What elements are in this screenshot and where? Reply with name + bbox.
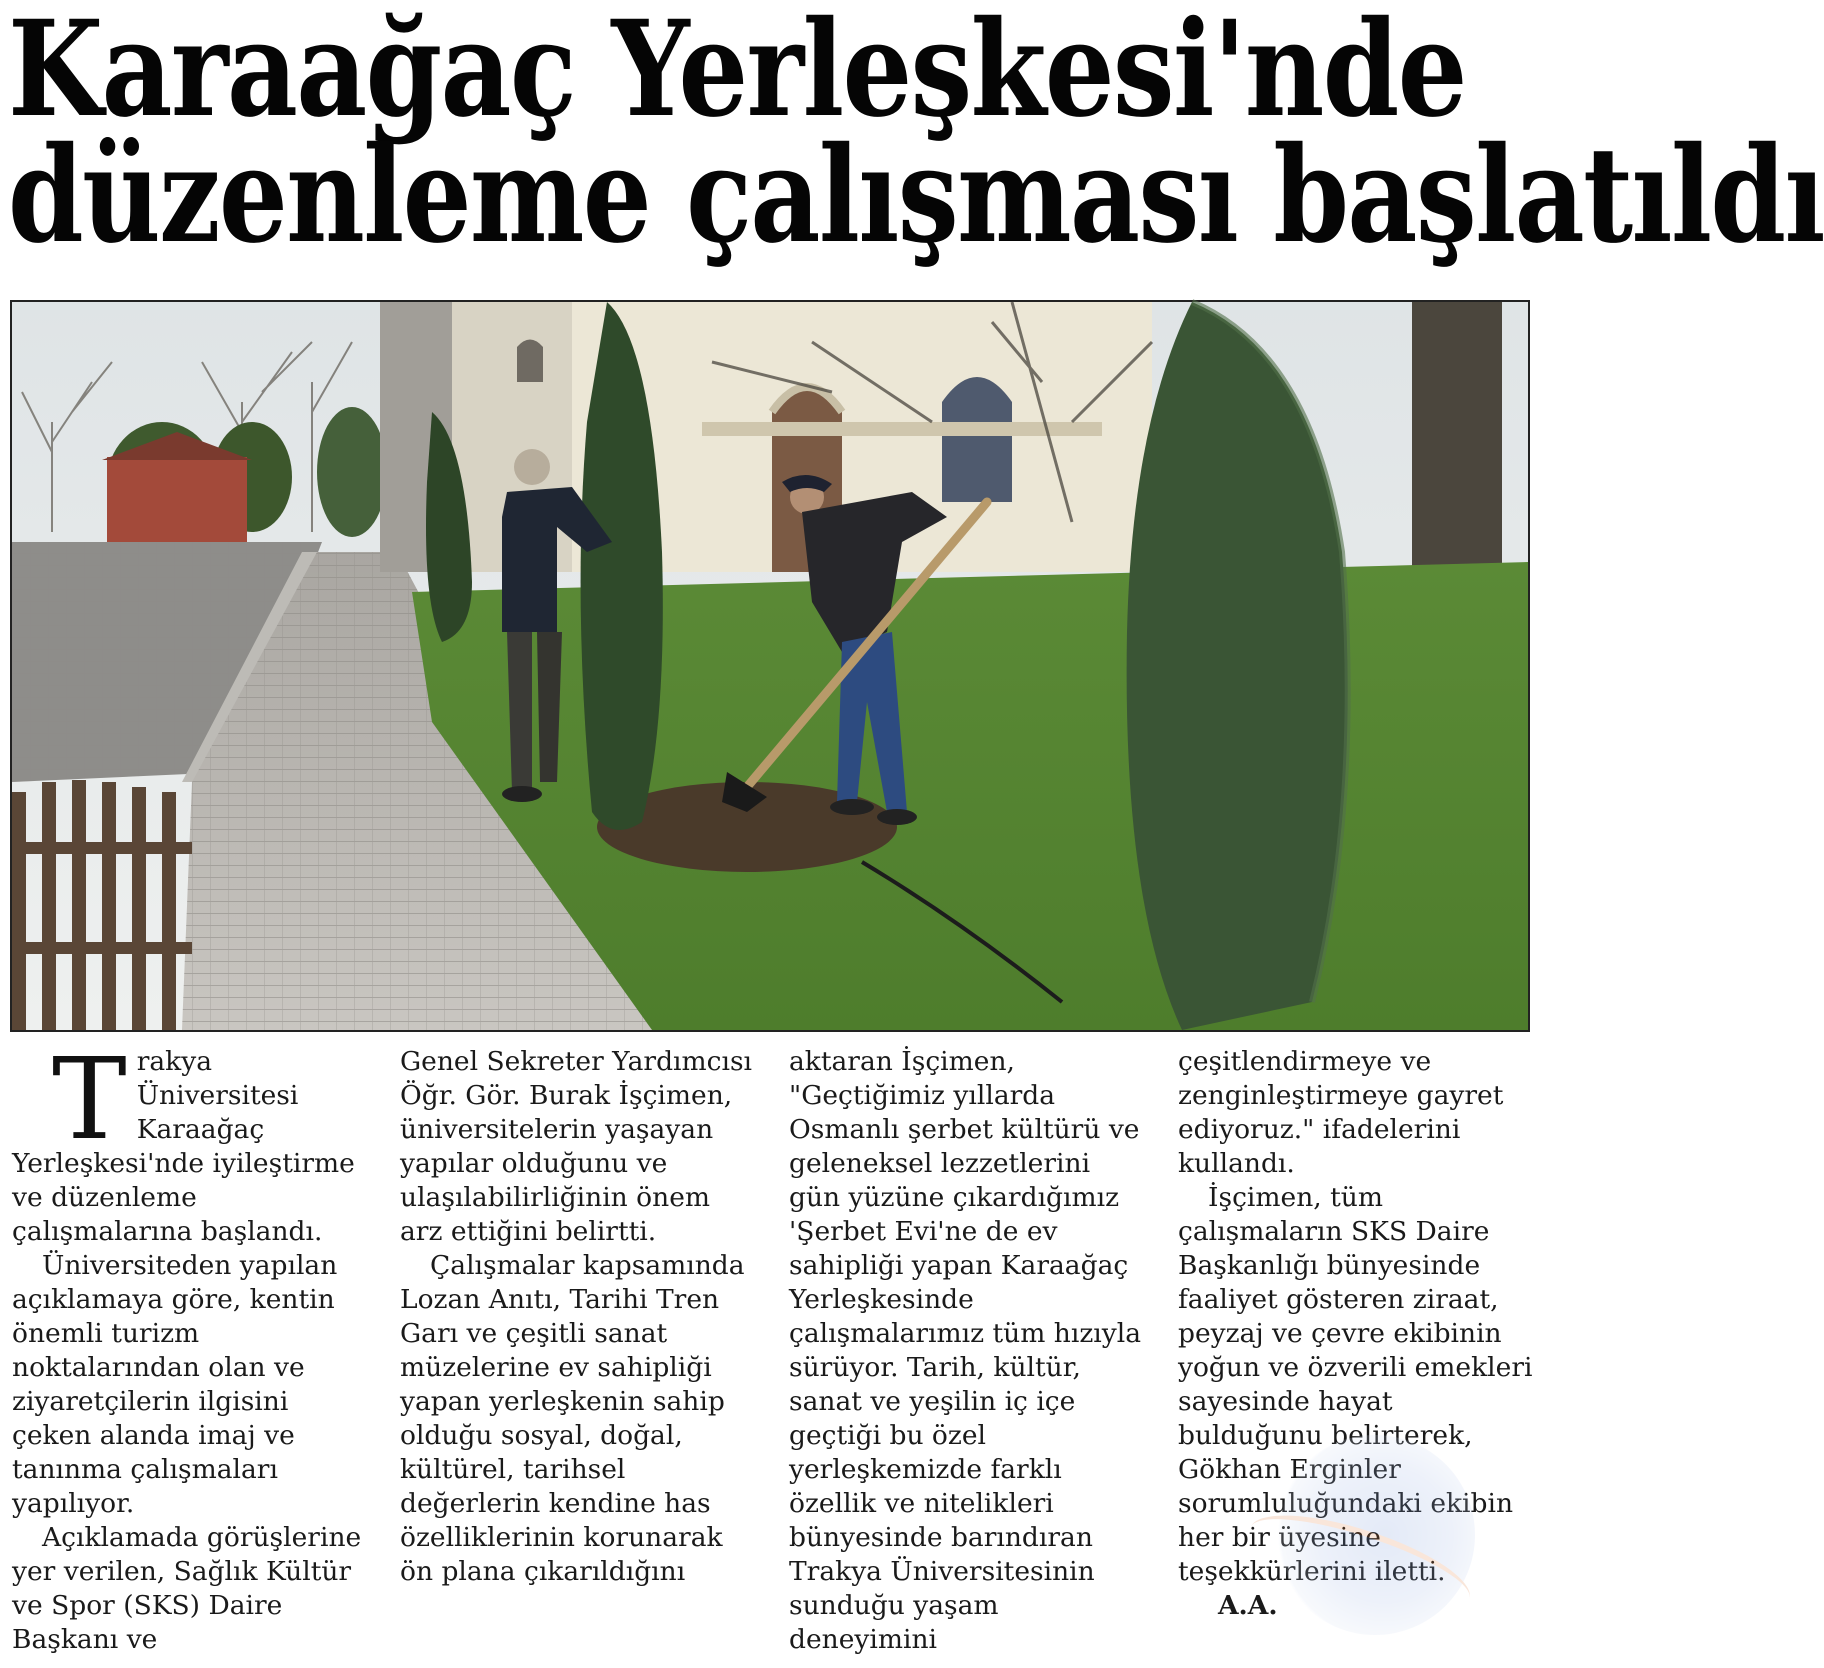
campus-tree-planting-photo-icon <box>12 302 1528 1030</box>
headline-line-1: Karaağaç Yerleşkesi'nde <box>8 0 1466 147</box>
headline-line-2: düzenleme çalışması başlatıldı <box>8 118 1824 273</box>
article-column-1 <box>12 1035 372 1657</box>
article-paragraph: aktaran İşçimen, "Geçtiğimiz yıllarda Osmanlı şerbet kültürü ve geleneksel lezzetlerini gün yüzüne çıkardığımız 'Şerbet Evi'ne de ev sahipliği yapan Karaağaç Yerleşkesinde çalışmalarımız tüm hızıyla sürüyor. Tarih, kültür, sanat ve yeşilin iç içe geçtiği bu özel yerleşkemizde farklı özellik ve nitelikleri bünyesinde barındıran Trakya Üniversitesinin sunduğu yaşam deneyimini <box>789 1046 1142 1655</box>
article-paragraph: Genel Sekreter Yardımcısı Öğr. Gör. Burak İşçimen, üniversitelerin yaşayan yapılar olduğunu ve ulaşılabilirliğinin önem arz ettiğini belirtti. <box>400 1046 753 1247</box>
article-column-3 <box>789 1045 1149 1657</box>
article-paragraph: rakya Üniversitesi Karaağaç Yerleşkesi'nde iyileştirme ve düzenleme çalışmalarına başlandı. <box>12 1046 355 1247</box>
article-column-2 <box>400 1045 760 1589</box>
article-paragraph: Açıklamada görüşlerine yer verilen, Sağlık Kültür ve Spor (SKS) Daire Başkanı ve <box>12 1522 362 1655</box>
drop-cap: T <box>52 1035 127 1165</box>
article-paragraph: çeşitlendirmeye ve zenginleştirmeye gayret ediyoruz." ifadelerini kullandı. <box>1178 1046 1504 1179</box>
article-paragraph: İşçimen, tüm çalışmaların SKS Daire Başkanlığı bünyesinde faaliyet gösteren ziraat, peyzaj ve çevre ekibinin yoğun ve özverili emekleri sayesinde hayat bulduğunu belirterek, Gökhan Erginler sorumluluğundaki ekibin her bir üyesine teşekkürlerini iletti. <box>1178 1182 1533 1587</box>
article-photo <box>10 300 1530 1032</box>
article-paragraph: Çalışmalar kapsamında Lozan Anıtı, Tarihi Tren Garı ve çeşitli sanat müzelerine ev sahipliği yapan yerleşkenin sahip olduğu sosyal, doğal, kültürel, tarihsel değerlerin kendine has özelliklerinin korunarak ön plana çıkarıldığını <box>400 1250 745 1587</box>
headline <box>8 0 1824 273</box>
article-paragraph: Üniversiteden yapılan açıklamaya göre, kentin önemli turizm noktalarından olan ve ziyaretçilerin ilgisini çeken alanda imaj ve tanınma çalışmaları yapılıyor. <box>12 1250 338 1519</box>
watermark-logo-icon <box>1275 1435 1475 1635</box>
byline-signature: A.A. <box>1218 1590 1278 1621</box>
